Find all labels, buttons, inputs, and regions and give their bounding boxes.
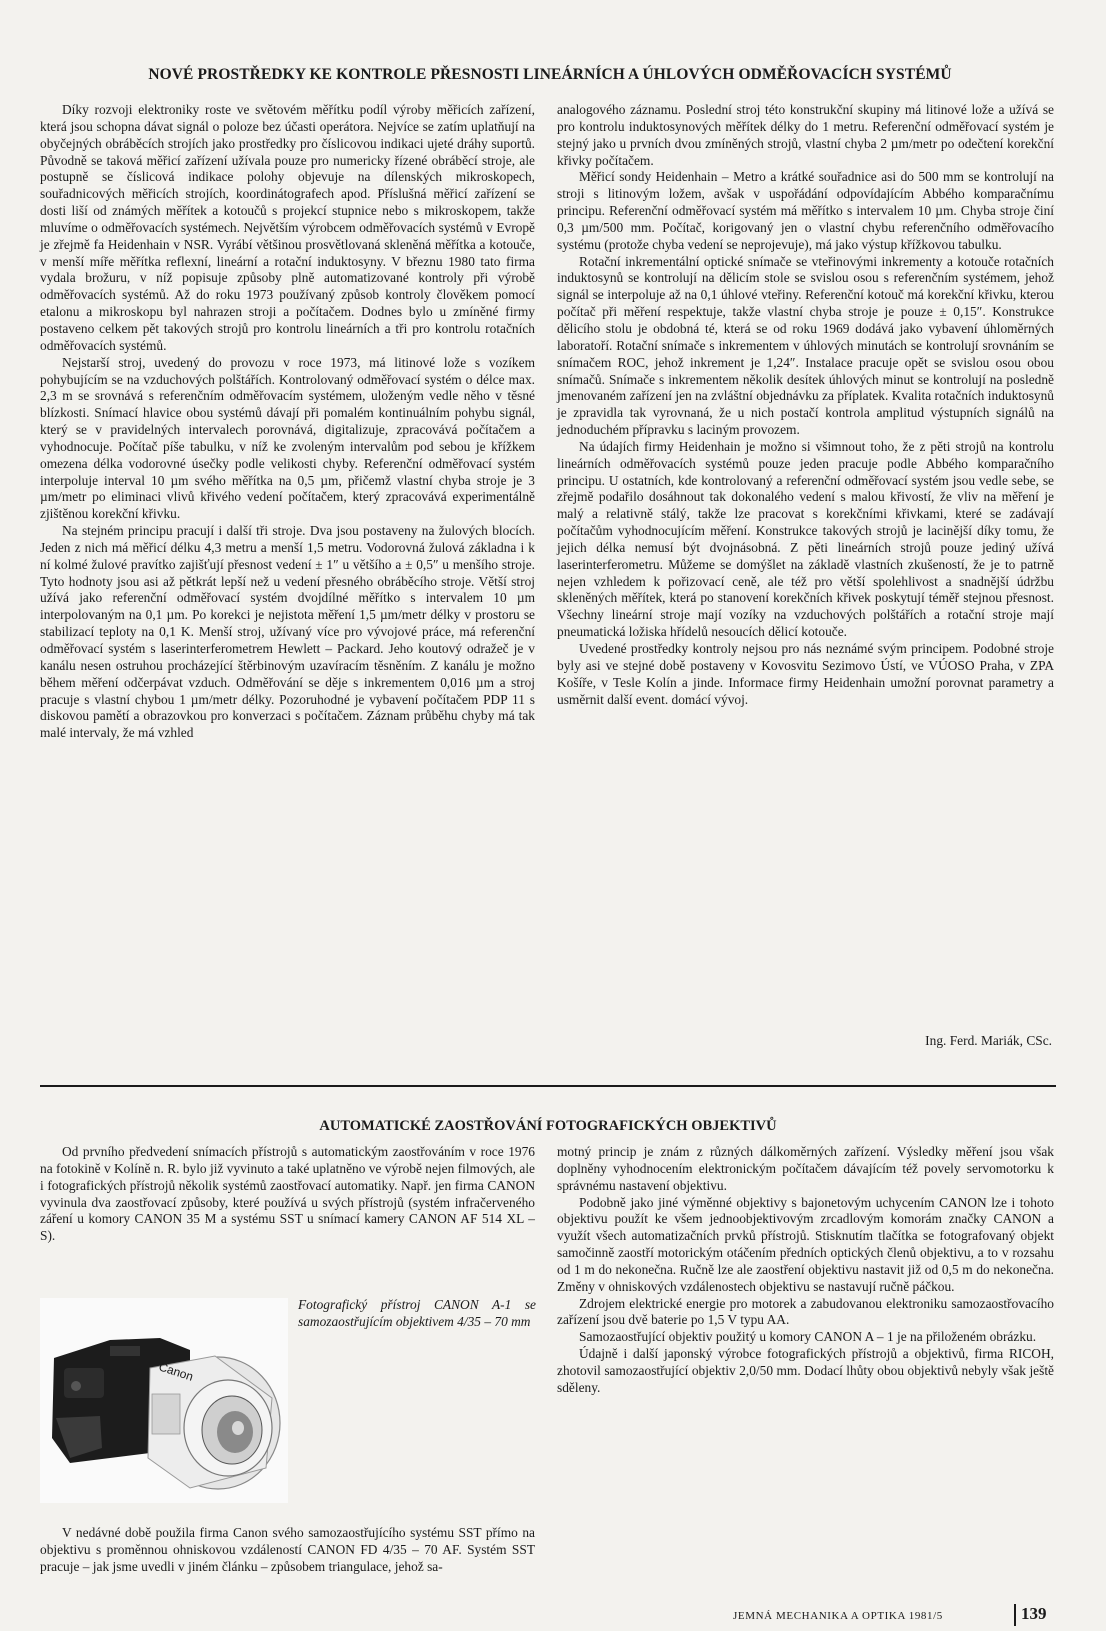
paragraph: Nejstarší stroj, uvedený do provozu v roce 1973, má litinové lože s vozíkem pohybujícím se na vzduchových polštářích. Kontrolovaný odměřovací systém o délce max. 2,3 m se srovnává s referenčním odměřovacím systémem, uloženým vedle něho v těsné blízkosti. Snímací hlavice obou systémů dávají při pomalém kontinuálním pohybu signál, který se v pravidelných intervalech porovnává, digitalizuje, zpracovává počítačem a vyhodnocuje. Počítač píše tabulku, v níž ke zvoleným intervalům pod sebou je křížkem omezena délka vodorovné úsečky podle velikosti chyby. Referenční odměřovací systém interpoluje interval 10 µm svého měřítka na 0,5 µm, přičemž vlastní chyba stroje je 3 µm/metr po eliminaci vlivů křivého vedení počítačem, který zpracovává experimentálně zjištěnou korekční křivku.: [40, 354, 535, 522]
paragraph: Údajně i další japonský výrobce fotografických přístrojů a objektivů, firma RICOH, zhotovil samozaostřující objektiv 2,0/50 mm. Dodací lhůty obou objektivů nebyly však ještě sděleny.: [557, 1346, 1054, 1395]
section-divider: [40, 1085, 1056, 1087]
paragraph: Zdrojem elektrické energie pro motorek a zabudovanou elektroniku samozaostřovacího zařízení jsou dvě baterie po 1,5 V typu AA.: [557, 1295, 1054, 1328]
article-1-title: NOVÉ PROSTŘEDKY KE KONTROLE PŘESNOSTI LINEÁRNÍCH A ÚHLOVÝCH ODMĚŘOVACÍCH SYSTÉMŮ: [148, 66, 952, 83]
paragraph: Díky rozvoji elektroniky roste ve světovém měřítku podíl výroby měřicích zařízení, která jsou schopna dávat signál o poloze bez účasti operátora. Nejvíce se zatím uplatňují na obyčejných obráběcích strojích jako prostředky pro číslicovou indikaci ujeté dráhy suportů. Původně se taková měřicí zařízení užívala pouze pro numericky řízené obráběcí stroje, ale postupně se číslicová indikace polohy objevuje na dílenských mikroskopech, souřadnicových měřicích strojích, koordinátografech apod. Příslušná měřicí zařízení se dosti liší od známých měřítek a kotoučů s projekcí stupnice nebo s mikroskopem, takže mluvíme o odměřovacích systémech. Největším výrobcem odměřovacích systémů v Evropě je zřejmě fa Heidenhain v NSR. Vyrábí většinou prosvětlovaná skleněná měřítka a kotouče, v menší míře měřítka reflexní, lineární a rotační induktosyny. V březnu 1980 tato firma vydala brožuru, v níž popisuje způsoby plně automatizované kontroly při výrobě odměřovacích systémů. Až do roku 1973 používaný způsob kontroly člověkem pomocí etalonu a mikroskopu byl nahrazen stroji a počítačem. Dodnes bylo u zmíněné firmy postaveno celkem pět takových strojů pro kontrolu lineárních a tři pro kontrolu rotačních odměřovacích systémů.: [40, 102, 535, 353]
paragraph-continuation: motný princip je znám z různých dálkoměrných zařízení. Výsledky měření jsou však doplněny vyhodnocením elektronickým počítačem dávajícím též povely servomotorku k správnému nastavení objektivu.: [557, 1144, 1054, 1193]
article-1-right-column: [557, 102, 1054, 708]
camera-brand-text: Canon: [157, 1359, 196, 1384]
article-2-title: AUTOMATICKÉ ZAOSTŘOVÁNÍ FOTOGRAFICKÝCH OBJEKTIVŮ: [319, 1118, 777, 1134]
photo-caption: Fotografický přístroj CANON A-1 se samozaostřujícím objektivem 4/35 – 70 mm: [298, 1297, 536, 1329]
camera-illustration: [40, 1298, 288, 1503]
paragraph: Měřicí sondy Heidenhain – Metro a krátké souřadnice asi do 500 mm se kontrolují na stroji s litinovým ložem, avšak v uspořádání odpovídajícím Abbého komparačnímu principu. Referenční odměřovací systém má měřítko s intervalem 10 µm. Chyba stroje činí 0,3 µm/500 mm. Počítač, korigovaný jen o vlastní chybu referenčního odměřovacího systému (protože chyba vedení se neprojevuje), má jako výstup křížkovou tabulku.: [557, 169, 1054, 252]
journal-footer: JEMNÁ MECHANIKA A OPTIKA 1981/5: [733, 1610, 943, 1622]
paragraph: Rotační inkrementální optické snímače se vteřinovými inkrementy a kotouče rotačních induktosynů se kontrolují na dělicím stole se svislou osou s referenčním systémem, jehož signál se interpoluje až na 0,1 úhlové vteřiny. Referenční kotouč má korekční křivku, kterou počítač při měření respektuje, takže vlastní chyba stroje je pouze ± 0,15″. Konstrukce dělicího stolu je obdobná té, která se od roku 1969 dodává jako vybavení úhloměrných laboratoří. Rotační snímače s inkrementem v úhlových minutách se kontrolují srovnáním se snímačem ROC, jehož inkrement je 1,24″. Instalace pracuje opět se svislou osou obou snímačů. Snímače s inkrementem několik desítek úhlových minut se kontrolují na posledně jmenovaném zařízení jen na zvláštní objednávku za příplatek. Kvalita rotačních induktosynů je zpravidla tak vyrovnaná, že u nich postačí kontrola amplitud výstupních signálů na jednoduchém přípravku s laciným provozem.: [557, 253, 1054, 438]
footer-separator: [1014, 1604, 1016, 1626]
paragraph: Na údajích firmy Heidenhain je možno si všimnout toho, že z pěti strojů na kontrolu lineárních odměřovacích systémů pouze jeden pracuje podle Abbého komparačního principu. U ostatních, kde kontrolovaný a referenční odměřovací systém jsou vedle sebe, se zřejmě podařilo dosáhnout tak dokonalého vedení s malou křivostí, že vliv na měření je malý a relativně stálý, takže lze pracovat s korekčními křivkami, které se zadávají počítačům vyhodnocujícím měření. Konstrukce takových strojů je lacinější díky tomu, že jejich délka nemusí být dvojnásobná. Z pěti lineárních strojů pouze jediný užívá laserinterferometru. Můžeme se domýšlet na základě vlastních zkušeností, že je to patrně nejen vzhledem k pořizovací ceně, ale též pro větší spolehlivost a snadnější údržbu skleněných měřítek, která po stanovení korekčních křivek poskytují téměř stejnou přesnost. Všechny lineární stroje mají vozíky na vzduchových polštářích a rotační stroje mají pneumatická ložiska hřídelů nesoucích dělicí kotouče.: [557, 438, 1054, 640]
paragraph: Uvedené prostředky kontroly nejsou pro nás neznámé svým principem. Podobné stroje byly asi ve stejné době postaveny v Kovosvitu Sezimovo Ústí, ve VÚOSO Praha, v ZPA Košíře, v Tesle Kolín a jinde. Informace firmy Heidenhain umožní porovnat parametry a usměrnit další event. domácí vývoj.: [557, 641, 1054, 707]
paragraph: Samozaostřující objektiv použitý u komory CANON A – 1 je na přiloženém obrázku.: [579, 1329, 1037, 1345]
paragraph: V nedávné době použila firma Canon svého samozaostřujícího systému SST přímo na objektivu s proměnnou ohniskovou vzdáleností CANON FD 4/35 – 70 AF. Systém SST pracuje – jak jsme uvedli v jiném článku – způsobem triangulace, jehož sa-: [40, 1525, 535, 1574]
page-number: 139: [1021, 1604, 1047, 1623]
article-2-left-column-bottom: [40, 1525, 535, 1576]
paragraph: Od prvního předvedení snímacích přístrojů s automatickým zaostřováním v roce 1976 na fotokině v Kolíně n. R. bylo již vyvinuto a také uplatněno ve výrobě nejen filmových, ale i fotografických přístrojů několik systémů zaostřovací automatiky. Např. jen firma CANON vyvinula dva zaostřovací způsoby, které používá u svých přístrojů (systém infračerveného záření u komory CANON 35 M a systému SST u snímací kamery CANON AF 514 XL – S).: [40, 1144, 535, 1244]
camera-photo: [40, 1298, 288, 1503]
article-2-left-column-top: [40, 1144, 535, 1245]
article-2-right-column: [557, 1144, 1054, 1397]
author-signature: Ing. Ferd. Mariák, CSc.: [925, 1033, 1052, 1048]
paragraph-continuation: analogového záznamu. Poslední stroj této konstrukční skupiny má litinové lože a užívá se pro kontrolu induktosynových měřítek délky do 1 metru. Referenční odměřovací systém je stejný jako u prvních dvou zmíněných strojů, vlastní chyba 2 µm/metr po odečtení korekční křivky počítačem.: [557, 102, 1054, 168]
paragraph: Podobně jako jiné výměnné objektivy s bajonetovým uchycením CANON lze i tohoto objektivu použít ke všem jednoobjektivovým zrcadlovým komorám značky CANON a využít všech automatizačních prvků přístrojů. Stisknutím tlačítka se fotografovaný objekt samočinně zaostří motorickým otáčením předních optických členů objektivu, a to v rozsahu od 1 m do nekonečna. Ručně lze ale zaostření objektivu nastavit již od 0,5 m do nekonečna. Změny v ohniskových vzdálenostech objektivu se nastavují ručně páčkou.: [557, 1194, 1054, 1294]
paragraph: Na stejném principu pracují i další tři stroje. Dva jsou postaveny na žulových blocích. Jeden z nich má měřicí délku 4,3 metru a menší 1,5 metru. Vodorovná žulová základna i k ní kolmé žulové pravítko zajišťují přesnost vedení ± 1″ u většího a ± 0,5″ u menšího stroje. Tyto hodnoty jsou asi až pětkrát lepší než u vedení přesného obráběcího stroje. Větší stroj užívá jako referenční odměřovací systém dvojdílné měřítko s intervalem 10 µm interpolovaným na 0,1 µm. Po korekci je nejistota měření 1,5 µm/metr délky v prostoru se stabilizací teploty na 0,1 K. Menší stroj, užívaný více pro vývojové práce, má referenční odměřovací systém s laserinterferometrem Hewlett – Packard. Jeho koutový odražeč je v kanálu nesen ostruhou procházející štěrbinovým uzavíracím těsněním. Z kanálu je možno během měření odčerpávat vzduch. Odměřování se děje s inkrementem 0,016 µm a stroj pracuje s vlastní chybou 1 µm/metr délky. Pozoruhodné je vybavení počítačem PDP 11 s diskovou pamětí a obrazovkou pro konverzaci s počítačem. Záznam průběhu chyby má tak malé intervaly, že má vzhled: [40, 523, 535, 741]
article-1-left-column: [40, 102, 535, 742]
